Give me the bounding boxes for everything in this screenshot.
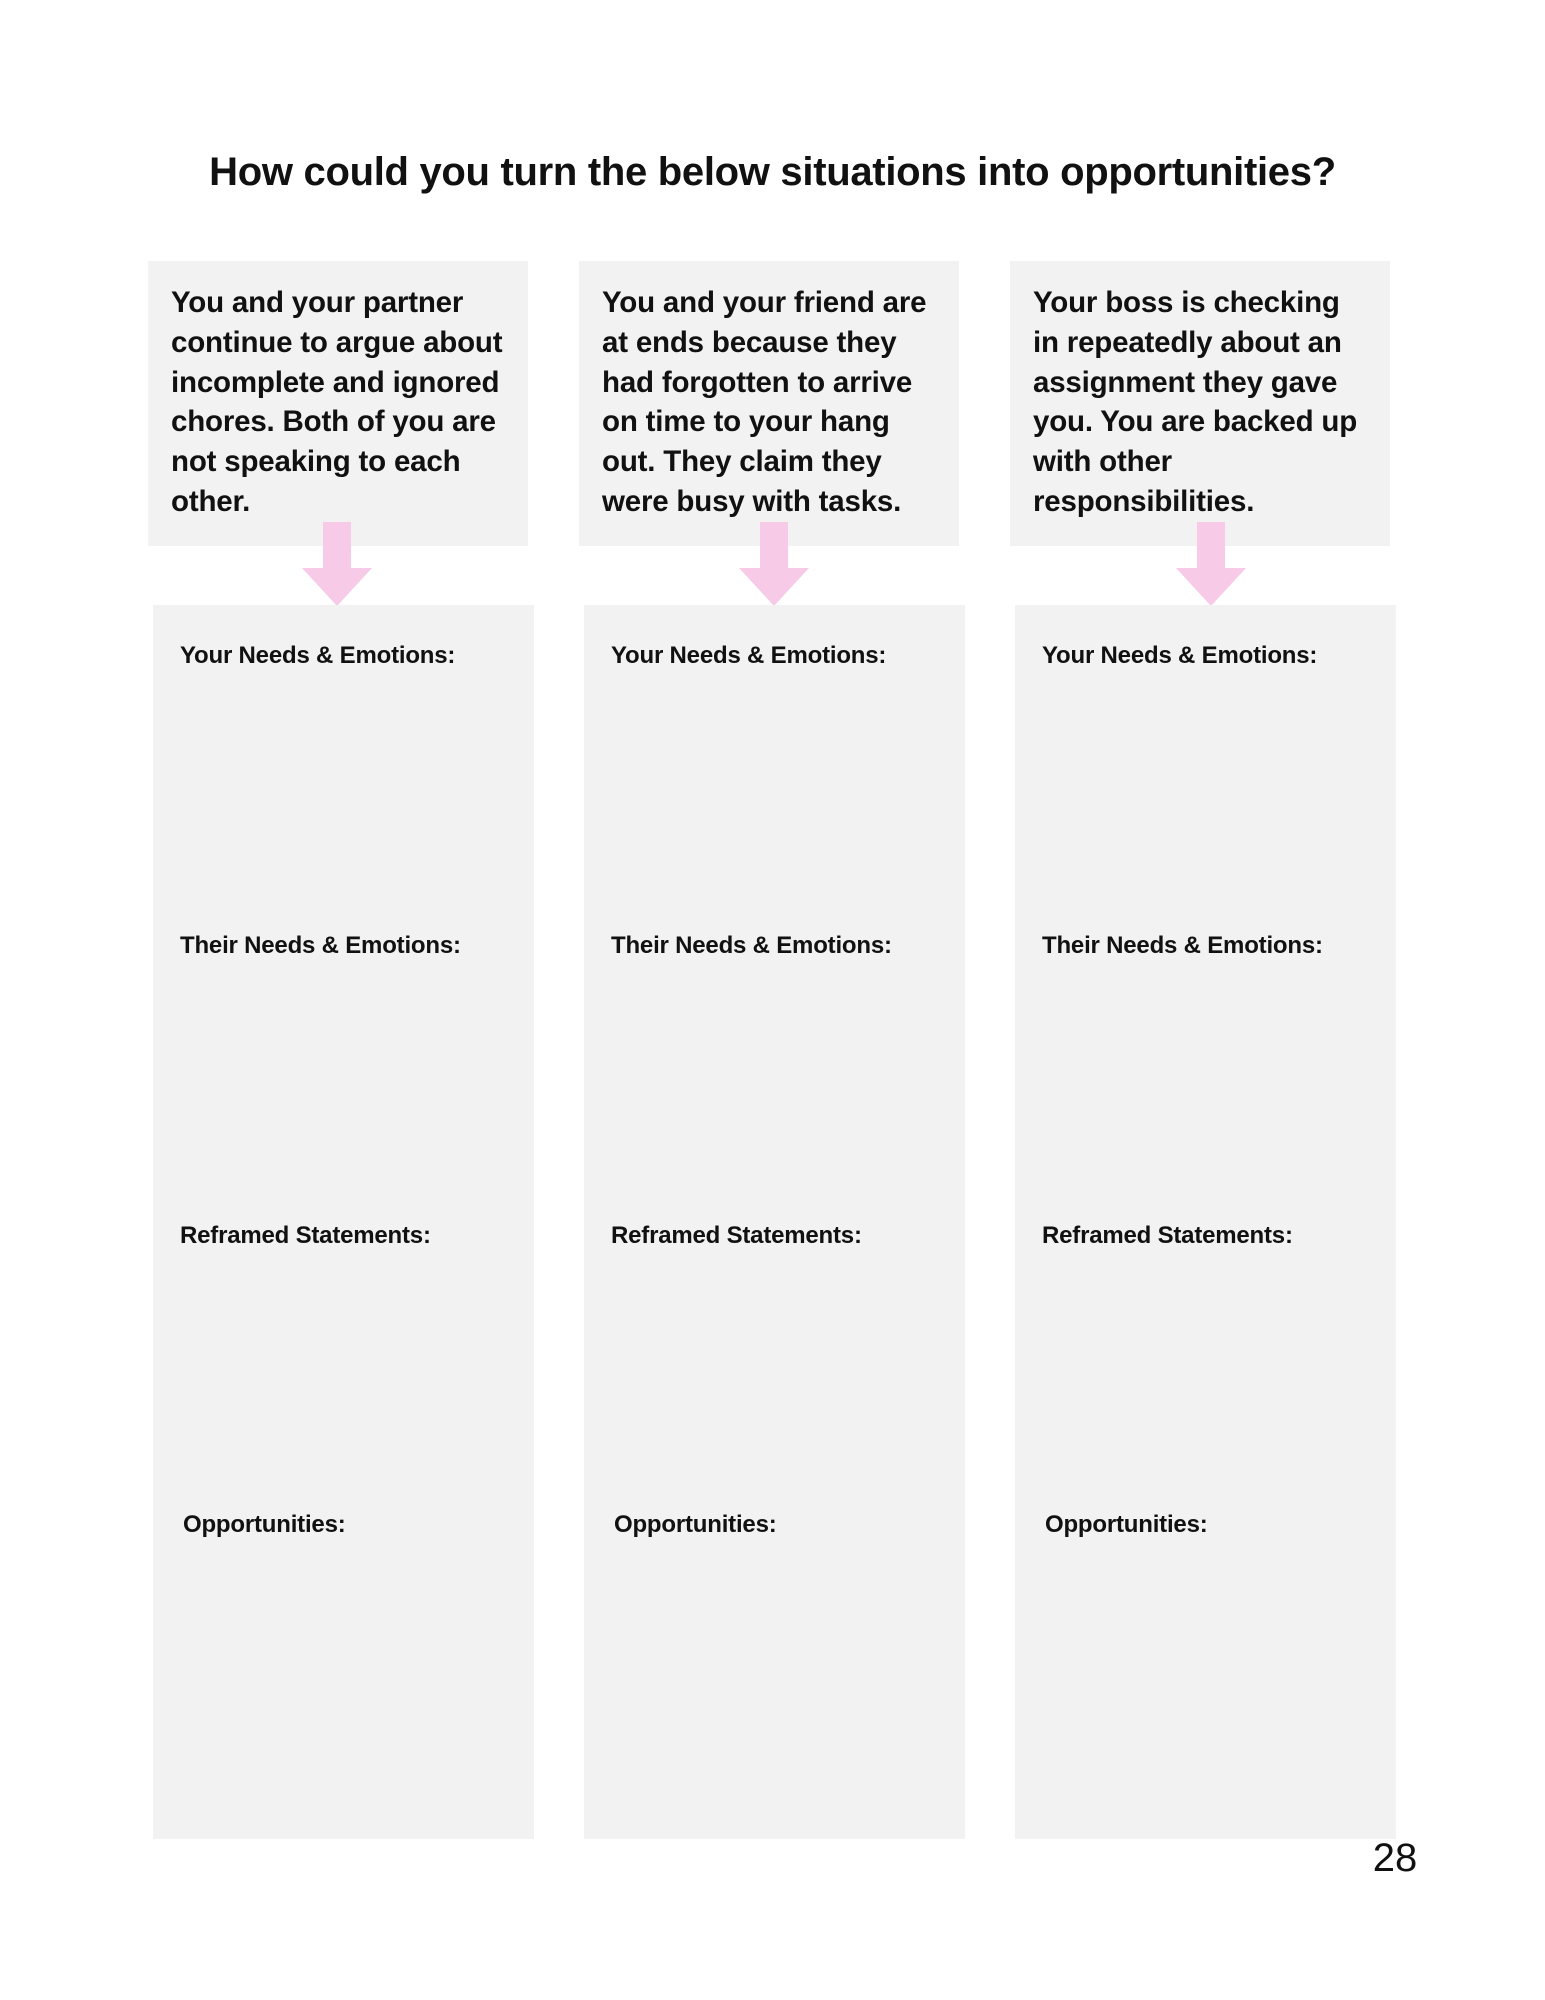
worksheet-panel-2: [584, 605, 965, 1839]
scenario-text-1: You and your partner continue to argue about incomplete and ignored chores. Both of you are not speaking to each other.: [171, 286, 503, 518]
down-arrow-icon: [302, 522, 372, 606]
reframed-statements-label: Reframed Statements:: [180, 1222, 431, 1249]
opportunities-label: Opportunities:: [183, 1511, 346, 1538]
reframed-statements-label: Reframed Statements:: [1042, 1222, 1293, 1249]
opportunities-label: Opportunities:: [614, 1511, 777, 1538]
scenario-box-2: [579, 261, 959, 546]
down-arrow-icon: [739, 522, 809, 606]
your-needs-label: Your Needs & Emotions:: [180, 642, 456, 669]
worksheet-panel-3: [1015, 605, 1396, 1839]
page-title: How could you turn the below situations into opportunities?: [209, 150, 1336, 194]
scenario-box-1: [148, 261, 528, 546]
opportunities-label: Opportunities:: [1045, 1511, 1208, 1538]
scenario-text-2: You and your friend are at ends because they had forgotten to arrive on time to your hang out. They claim they were busy with tasks.: [602, 286, 927, 518]
reframed-statements-label: Reframed Statements:: [611, 1222, 862, 1249]
down-arrow-icon: [1176, 522, 1246, 606]
their-needs-label: Their Needs & Emotions:: [1042, 932, 1323, 959]
scenario-text-3: Your boss is checking in repeatedly about an assignment they gave you. You are backed up with other responsibilities.: [1033, 286, 1358, 518]
your-needs-label: Your Needs & Emotions:: [611, 642, 887, 669]
worksheet-panel-1: [153, 605, 534, 1839]
scenario-box-3: [1010, 261, 1390, 546]
their-needs-label: Their Needs & Emotions:: [611, 932, 892, 959]
your-needs-label: Your Needs & Emotions:: [1042, 642, 1318, 669]
their-needs-label: Their Needs & Emotions:: [180, 932, 461, 959]
page-number: 28: [1372, 1836, 1418, 1880]
